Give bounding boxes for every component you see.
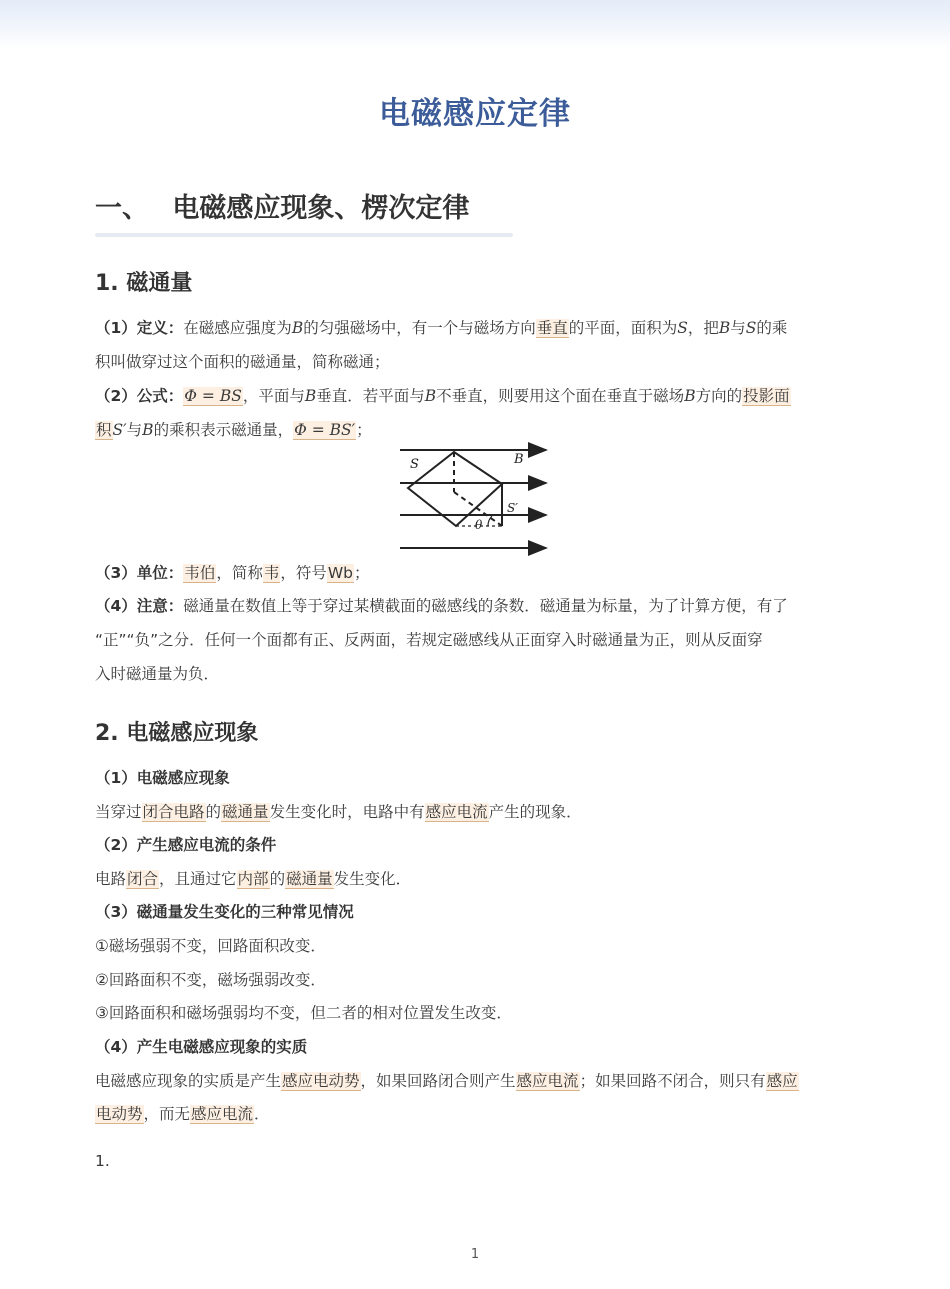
document-title: 电磁感应定律 <box>379 96 571 132</box>
highlight-term: 感应电流 <box>191 1105 254 1123</box>
highlight-term: 内部 <box>237 870 269 888</box>
section-number: 一、 <box>95 193 149 224</box>
note-label: （4）注意： <box>95 597 184 615</box>
label-S: S <box>410 457 419 472</box>
highlight-term: 磁通量 <box>286 870 333 888</box>
list-item: ①磁场强弱不变，回路面积改变． <box>95 937 326 955</box>
highlight-term: 感应 <box>766 1072 798 1090</box>
symbol-B: B <box>291 319 304 337</box>
highlight-term: 积 <box>96 421 112 439</box>
page-number: 1 <box>470 1247 480 1262</box>
heading-flux-change-cases: （3）磁通量发生变化的三种常见情况 <box>95 903 354 921</box>
formula-label: （2）公式： <box>95 387 184 405</box>
highlight-term: 闭合电路 <box>142 803 205 821</box>
definition-line-2: 积叫做穿过这个面积的磁通量，简称磁通； <box>95 353 390 371</box>
formula-phi-bs: Φ = BS <box>184 387 242 405</box>
definition-line-1: （1）定义：在磁感应强度为B的匀强磁场中，有一个与磁场方向垂直的平面，面积为S，把B与S的乘 <box>95 319 788 337</box>
heading-induction-essence: （4）产生电磁感应现象的实质 <box>95 1038 308 1056</box>
magnetic-flux-diagram <box>396 440 556 556</box>
label-theta: θ <box>475 518 483 532</box>
highlight-term: 闭合 <box>127 870 159 888</box>
highlight-term: 感应电流 <box>516 1072 579 1090</box>
subsection-heading-induction: 2. 电磁感应现象 <box>95 721 259 746</box>
label-B: B <box>514 452 524 467</box>
section-heading <box>95 186 469 225</box>
formula-line-1: （2）公式：Φ = BS，平面与B垂直．若平面与B不垂直，则要用这个面在垂直于磁场B方向的投影面 <box>95 387 790 405</box>
section-divider <box>95 233 513 237</box>
current-conditions-text: 电路闭合，且通过它内部的磁通量发生变化． <box>95 870 412 888</box>
label-S-prime: S′ <box>507 501 518 515</box>
list-item: ③回路面积和磁场强弱均不变，但二者的相对位置发生改变． <box>95 1004 512 1022</box>
header-band <box>0 0 950 48</box>
section-title: 电磁感应现象、楞次定律 <box>172 193 470 224</box>
trailing-list-number: 1. <box>95 1152 110 1170</box>
note-line-1: （4）注意：磁通量在数值上等于穿过某横截面的磁感线的条数．磁通量为标量，为了计算方便，有了 <box>95 597 788 615</box>
formula-line-2: 积S′与B的乘积表示磁通量，Φ = BS′； <box>96 421 372 439</box>
induction-essence-line-2: 电动势，而无感应电流． <box>96 1105 270 1123</box>
list-item: ②回路面积不变，磁场强弱改变． <box>95 971 326 989</box>
unit-label: （3）单位： <box>95 564 184 582</box>
heading-current-conditions: （2）产生感应电流的条件 <box>95 836 277 854</box>
highlight-term: 感应电流 <box>425 803 488 821</box>
highlight-term: 电动势 <box>96 1105 143 1123</box>
highlight-term: 韦伯 <box>184 564 216 582</box>
note-line-3: 入时磁通量为负． <box>95 665 220 683</box>
highlight-term: 投影面 <box>743 387 790 405</box>
formula-phi-bs-prime: Φ = BS′ <box>294 421 356 439</box>
induction-phenomenon-text: 当穿过闭合电路的磁通量发生变化时，电路中有感应电流产生的现象． <box>95 803 582 821</box>
highlight-term: 韦 <box>263 564 280 582</box>
highlight-term: 磁通量 <box>222 803 269 821</box>
subsection-heading-flux: 1. 磁通量 <box>95 271 193 296</box>
symbol-S: S <box>677 319 688 337</box>
heading-induction-phenomenon: （1）电磁感应现象 <box>95 769 230 787</box>
definition-label: （1）定义： <box>95 319 184 337</box>
note-line-2: “正”“负”之分．任何一个面都有正、反两面，若规定磁感线从正面穿入时磁通量为正，则从反面穿 <box>95 631 763 649</box>
induction-essence-line-1: 电磁感应现象的实质是产生感应电动势，如果回路闭合则产生感应电流；如果回路不闭合，则只有感应 <box>95 1072 798 1090</box>
highlight-term: 垂直 <box>536 319 568 337</box>
unit-line: （3）单位：韦伯，简称韦，符号Wb； <box>95 564 370 582</box>
highlight-term: Wb <box>327 564 354 582</box>
highlight-term: 感应电动势 <box>282 1072 360 1090</box>
